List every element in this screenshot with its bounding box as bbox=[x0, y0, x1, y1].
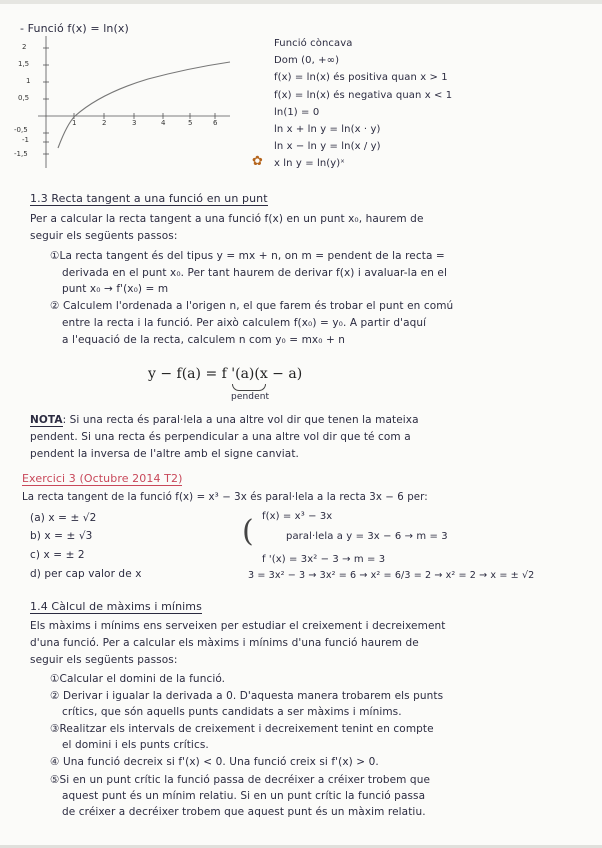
y-tick-label: 0,5 bbox=[18, 94, 30, 102]
paragraph-line: Els màxims i mínims ens serveixen per estudiar el creixement i decreixement bbox=[30, 620, 446, 632]
option-b: b) x = ± √3 bbox=[30, 530, 93, 542]
prop-line: ln x − ln y = ln(x / y) bbox=[274, 141, 381, 152]
step-line: aquest punt és un mínim relatiu. Si en un punt crític la funció passa bbox=[62, 790, 426, 802]
star-icon: ✿ bbox=[252, 154, 263, 169]
tangent-equation: y − f(a) = f '(a)(x − a) bbox=[148, 366, 303, 382]
y-tick-label: 1 bbox=[26, 77, 31, 85]
graph-title: - Funció f(x) = ln(x) bbox=[20, 22, 129, 35]
option-c: c) x = ± 2 bbox=[30, 549, 85, 561]
section-1-3-title: 1.3 Recta tangent a una funció en un punt bbox=[30, 192, 268, 205]
note-line: pendent la inversa de l'altre amb el signe canviat. bbox=[30, 448, 299, 460]
paragraph-line: Per a calcular la recta tangent a una funció f(x) en un punt x₀, haurem de bbox=[30, 213, 424, 225]
page-top-edge bbox=[0, 0, 602, 4]
x-tick-label: 4 bbox=[161, 119, 166, 127]
work-line: paral·lela a y = 3x − 6 → m = 3 bbox=[286, 531, 448, 542]
prop-line: f(x) = ln(x) és negativa quan x < 1 bbox=[274, 90, 453, 101]
paragraph-line: seguir els següents passos: bbox=[30, 654, 178, 666]
step-line: ⑤Si en un punt crític la funció passa de decréixer a créixer trobem que bbox=[50, 774, 431, 786]
y-tick-label: 1,5 bbox=[18, 60, 30, 68]
prop-line: ln(1) = 0 bbox=[274, 107, 320, 118]
y-tick-label: -1 bbox=[22, 136, 29, 144]
paragraph-line: seguir els següents passos: bbox=[30, 230, 178, 242]
y-tick-label: -1,5 bbox=[14, 150, 28, 158]
x-tick-label: 6 bbox=[213, 119, 218, 127]
underbrace bbox=[232, 384, 266, 391]
step-line: ①La recta tangent és del tipus y = mx + n, on m = pendent de la recta = bbox=[50, 250, 445, 262]
step-line: el domini i els punts crítics. bbox=[62, 739, 209, 751]
note-label: NOTA bbox=[30, 414, 63, 426]
exercise-title: Exercici 3 (Octubre 2014 T2) bbox=[22, 472, 183, 485]
step-line: ② Derivar i igualar la derivada a 0. D'aquesta manera trobarem els punts bbox=[50, 690, 444, 702]
step-line: ④ Una funció decreix si f'(x) < 0. Una funció creix si f'(x) > 0. bbox=[50, 756, 379, 768]
work-brace: ( bbox=[242, 514, 254, 549]
equation-label: pendent bbox=[231, 392, 270, 402]
prop-line: Dom (0, +∞) bbox=[274, 55, 340, 66]
step-line: a l'equació de la recta, calculem n com y₀ = mx₀ + n bbox=[62, 334, 346, 346]
work-line: f '(x) = 3x² − 3 → m = 3 bbox=[262, 554, 386, 565]
step-line: ①Calcular el domini de la funció. bbox=[50, 673, 226, 685]
ln-curve bbox=[58, 62, 230, 148]
x-tick-label: 3 bbox=[132, 119, 137, 127]
work-line: f(x) = x³ − 3x bbox=[262, 511, 333, 522]
prop-line: x ln y = ln(y)ˣ bbox=[274, 158, 345, 169]
prop-line: ln x + ln y = ln(x · y) bbox=[274, 124, 381, 135]
step-line: crítics, que són aquells punts candidats a ser màxims i mínims. bbox=[62, 706, 402, 718]
prop-line: Funció còncava bbox=[274, 38, 353, 49]
step-line: ③Realitzar els intervals de creixement i decreixement tenint en compte bbox=[50, 723, 434, 735]
note-block bbox=[30, 414, 419, 426]
option-a: (a) x = ± √2 bbox=[30, 512, 97, 524]
step-line: entre la recta i la funció. Per això calculem f(x₀) = y₀. A partir d'aquí bbox=[62, 317, 427, 329]
exercise-statement: La recta tangent de la funció f(x) = x³ − 3x és paral·lela a la recta 3x − 6 per: bbox=[22, 492, 428, 503]
y-tick-label: 2 bbox=[22, 43, 27, 51]
x-tick-label: 2 bbox=[102, 119, 107, 127]
x-tick-label: 1 bbox=[72, 119, 77, 127]
step-line: ② Calculem l'ordenada a l'origen n, el que farem és trobar el punt en comú bbox=[50, 300, 454, 312]
section-1-4-title: 1.4 Càlcul de màxims i mínims bbox=[30, 600, 202, 613]
prop-line: f(x) = ln(x) és positiva quan x > 1 bbox=[274, 72, 448, 83]
ln-graph bbox=[18, 36, 233, 170]
step-line: derivada en el punt x₀. Per tant haurem de derivar f(x) i avaluar-la en el bbox=[62, 267, 447, 279]
x-tick-label: 5 bbox=[188, 119, 193, 127]
note-line: pendent. Si una recta és perpendicular a una altre vol dir que té com a bbox=[30, 431, 411, 443]
work-line: 3 = 3x² − 3 → 3x² = 6 → x² = 6/3 = 2 → x² = 2 → x = ± √2 bbox=[248, 570, 535, 581]
y-tick-label: -0,5 bbox=[14, 126, 28, 134]
step-line: de créixer a decréixer trobem que aquest punt és un màxim relatiu. bbox=[62, 806, 426, 818]
note-line: : Si una recta és paral·lela a una altre vol dir que tenen la mateixa bbox=[62, 414, 419, 426]
option-d: d) per cap valor de x bbox=[30, 568, 142, 580]
step-line: punt x₀ → f'(x₀) = m bbox=[62, 283, 169, 295]
paragraph-line: d'una funció. Per a calcular els màxims i mínims d'una funció haurem de bbox=[30, 637, 419, 649]
